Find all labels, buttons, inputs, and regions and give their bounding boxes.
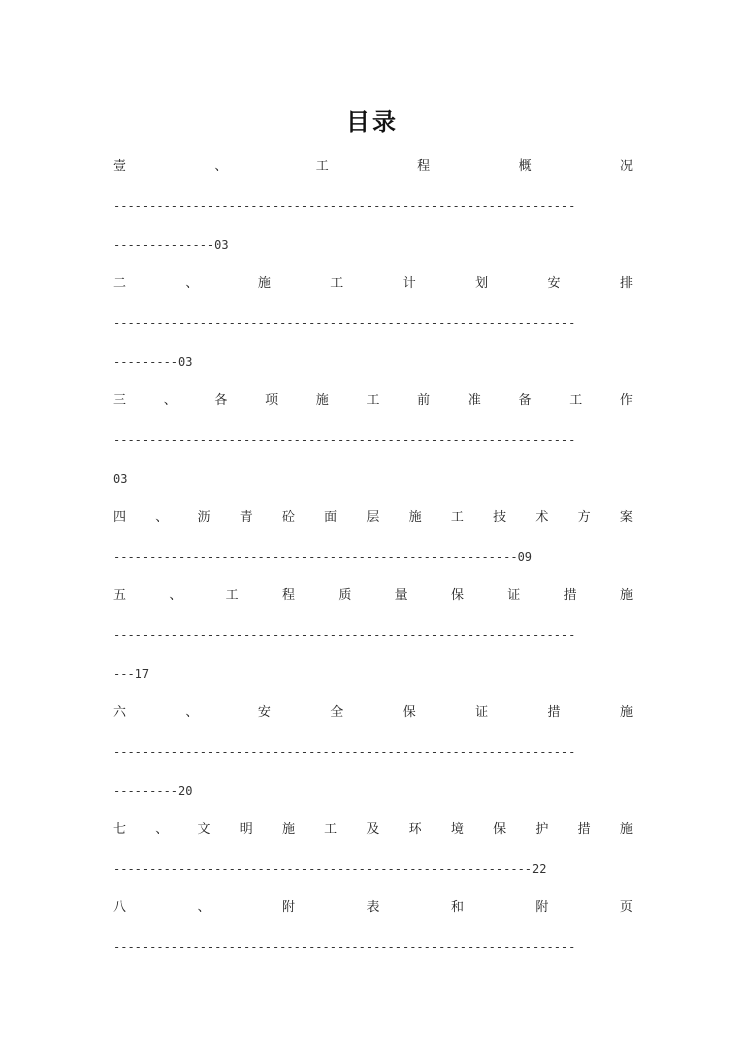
heading-char: 工 <box>315 159 329 174</box>
heading-char: 程 <box>281 588 295 603</box>
toc-entry-8-leader: ---------------------------------------------------------------- <box>113 940 576 954</box>
toc-entry-7-heading[interactable] <box>113 819 633 841</box>
heading-char: 量 <box>394 588 408 603</box>
heading-char: 护 <box>535 822 549 837</box>
heading-char: 施 <box>315 393 329 408</box>
heading-char: 划 <box>475 276 489 291</box>
heading-char: 附 <box>535 900 549 915</box>
heading-char: 安 <box>257 705 271 720</box>
toc-entry-4-heading[interactable] <box>113 507 633 529</box>
heading-char: 附 <box>281 900 295 915</box>
heading-char: 方 <box>577 510 591 525</box>
toc-entry-2-page: ---------03 <box>113 355 193 369</box>
toc-entry-6-leader: ---------------------------------------------------------------- <box>113 745 576 759</box>
heading-char: 青 <box>239 510 253 525</box>
heading-char: 技 <box>493 510 507 525</box>
heading-char: 各 <box>214 393 228 408</box>
heading-char: 工 <box>366 393 380 408</box>
heading-char: 四 <box>113 510 127 525</box>
heading-char: 面 <box>324 510 338 525</box>
heading-char: 工 <box>330 276 344 291</box>
heading-char: 保 <box>402 705 416 720</box>
heading-char: 质 <box>338 588 352 603</box>
heading-char: 施 <box>281 822 295 837</box>
heading-char: 砼 <box>281 510 295 525</box>
heading-char: 工 <box>569 393 583 408</box>
heading-char: 六 <box>113 705 127 720</box>
heading-char: 五 <box>113 588 127 603</box>
heading-char: 况 <box>619 159 633 174</box>
heading-char: 七 <box>113 822 127 837</box>
heading-char: 、 <box>155 510 169 525</box>
heading-char: 准 <box>467 393 481 408</box>
heading-char: 程 <box>417 159 431 174</box>
heading-char: 、 <box>155 822 169 837</box>
toc-entry-5-heading[interactable] <box>113 585 633 607</box>
heading-char: 全 <box>330 705 344 720</box>
heading-char: 术 <box>535 510 549 525</box>
heading-char: 文 <box>197 822 211 837</box>
heading-char: 施 <box>619 822 633 837</box>
heading-char: 作 <box>619 393 633 408</box>
heading-char: 、 <box>185 705 199 720</box>
heading-char: 明 <box>239 822 253 837</box>
heading-char: 安 <box>547 276 561 291</box>
toc-entry-1-heading[interactable] <box>113 156 633 178</box>
heading-char: 二 <box>113 276 127 291</box>
heading-char: 和 <box>450 900 464 915</box>
heading-char: 保 <box>493 822 507 837</box>
heading-char: 项 <box>265 393 279 408</box>
heading-char: 施 <box>619 705 633 720</box>
toc-entry-3-leader: ---------------------------------------------------------------- <box>113 433 576 447</box>
toc-entry-6-heading[interactable] <box>113 702 633 724</box>
heading-char: 表 <box>366 900 380 915</box>
toc-entry-3-heading[interactable] <box>113 390 633 412</box>
heading-char: 、 <box>185 276 199 291</box>
heading-char: 概 <box>518 159 532 174</box>
heading-char: 施 <box>257 276 271 291</box>
heading-char: 层 <box>366 510 380 525</box>
heading-char: 施 <box>408 510 422 525</box>
page-title: 目录 <box>346 108 398 136</box>
heading-char: 、 <box>214 159 228 174</box>
heading-char: 措 <box>563 588 577 603</box>
heading-char: 及 <box>366 822 380 837</box>
heading-char: 工 <box>225 588 239 603</box>
heading-char: 壹 <box>113 159 127 174</box>
heading-char: 工 <box>450 510 464 525</box>
heading-char: 环 <box>408 822 422 837</box>
toc-entry-3-page: 03 <box>113 472 128 486</box>
toc-entry-7-leader: ----------------------------------------------------------22 <box>113 862 547 876</box>
toc-entry-8-heading[interactable] <box>113 897 633 919</box>
heading-char: 工 <box>324 822 338 837</box>
heading-char: 前 <box>417 393 431 408</box>
heading-char: 、 <box>197 900 211 915</box>
toc-entry-4-leader: --------------------------------------------------------09 <box>113 550 533 564</box>
heading-char: 计 <box>402 276 416 291</box>
heading-char: 案 <box>619 510 633 525</box>
heading-char: 八 <box>113 900 127 915</box>
toc-entry-1-page: --------------03 <box>113 238 229 252</box>
toc-entry-2-heading[interactable] <box>113 273 633 295</box>
heading-char: 施 <box>619 588 633 603</box>
heading-char: 三 <box>113 393 127 408</box>
heading-char: 证 <box>475 705 489 720</box>
heading-char: 、 <box>169 588 183 603</box>
toc-entry-2-leader: ---------------------------------------------------------------- <box>113 316 576 330</box>
heading-char: 页 <box>619 900 633 915</box>
toc-entry-5-leader: ---------------------------------------------------------------- <box>113 628 576 642</box>
heading-char: 沥 <box>197 510 211 525</box>
toc-entry-1-leader: ---------------------------------------------------------------- <box>113 199 576 213</box>
toc-entry-5-page: ---17 <box>113 667 150 681</box>
heading-char: 、 <box>163 393 177 408</box>
toc-entry-6-page: ---------20 <box>113 784 193 798</box>
heading-char: 备 <box>518 393 532 408</box>
heading-char: 证 <box>507 588 521 603</box>
heading-char: 措 <box>577 822 591 837</box>
heading-char: 保 <box>450 588 464 603</box>
heading-char: 措 <box>547 705 561 720</box>
heading-char: 排 <box>619 276 633 291</box>
heading-char: 境 <box>450 822 464 837</box>
